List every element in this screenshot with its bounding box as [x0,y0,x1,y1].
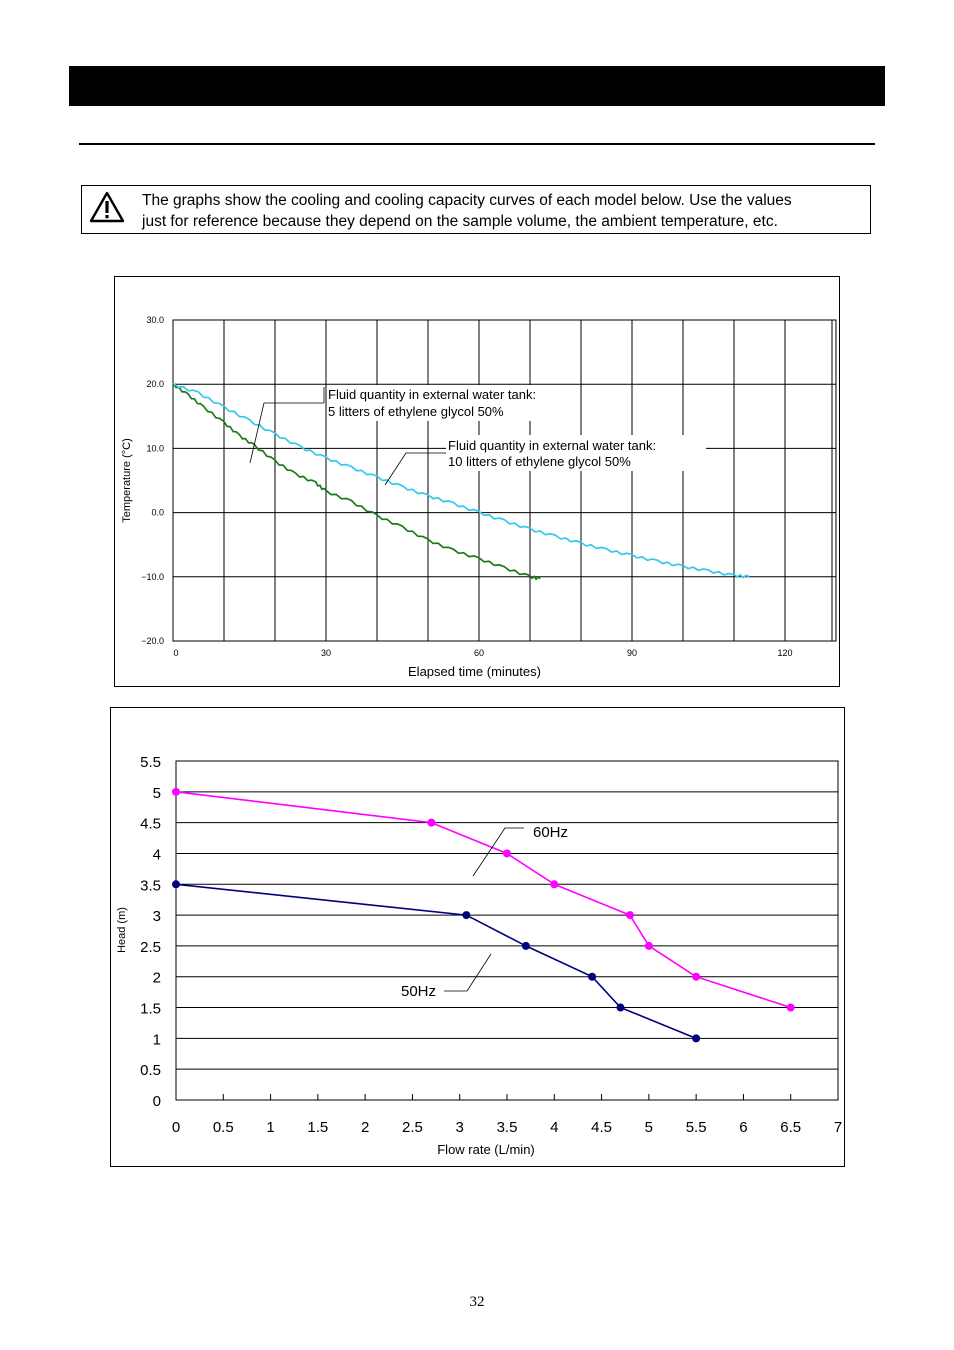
x-tick-label: 90 [626,648,638,658]
y-axis-label: Head (m) [116,907,128,953]
caution-line-2: just for reference because they depend on the sample volume, the ambient temperature, etc. [142,212,778,230]
header-rule [79,143,875,145]
x-tick-label: 4 [550,1119,559,1136]
warning-triangle-icon [88,190,126,224]
annotation-2-line-2: 10 litters of ethylene glycol 50% [448,454,631,469]
data-point-60hz [692,973,700,981]
y-tick-label: 0 [152,1093,161,1110]
series-line-50hz [176,884,696,1038]
annotation-2-line-1: Fluid quantity in external water tank: [448,438,657,453]
data-point-60hz [427,819,435,827]
data-point-50hz [588,973,596,981]
data-point-50hz [522,942,530,950]
series-label-60hz: 60Hz [533,824,569,841]
label-leader-50hz [444,954,491,991]
x-tick-label: 0 [173,648,179,658]
y-tick-label: 4.5 [140,815,161,833]
y-tick-label: 20.0 [146,379,164,390]
x-tick-label: 60 [473,648,485,658]
data-point-60hz [550,880,558,888]
y-tick-label: 1.5 [140,1000,161,1018]
label-leader-60hz [473,828,524,876]
y-tick-label: 3 [152,908,161,926]
data-point-50hz [172,880,180,888]
y-tick-label: 4 [152,846,161,864]
x-tick-label: 7 [833,1119,843,1136]
x-tick-label: 1.5 [307,1119,329,1136]
data-point-60hz [787,1004,795,1012]
y-tick-label: −10.0 [141,571,164,582]
section-header-bar [69,66,885,106]
data-point-60hz [645,942,653,950]
pump-capacity-chart-frame [110,707,845,1167]
plot-area [176,761,838,1100]
x-tick-label: 6.5 [780,1119,802,1136]
x-tick-label: 6 [739,1119,748,1136]
caution-box [81,185,871,234]
y-tick-label: 10.0 [146,443,164,454]
data-point-50hz [692,1034,700,1042]
data-point-60hz [626,911,634,919]
x-tick-label: 3.5 [496,1119,518,1136]
data-point-50hz [462,911,470,919]
annotation-leader-1 [250,403,324,463]
caution-line-1: The graphs show the cooling and cooling capacity curves of each model below. Use the values [142,192,792,209]
caution-text [142,191,870,232]
x-tick-label: 30 [320,648,332,658]
y-axis-label: Temperature (°C) [121,438,133,523]
annotation-1-line-1: Fluid quantity in external water tank: [328,387,537,402]
x-axis-label: Flow rate (L/min) [437,1142,535,1157]
y-tick-label: 3.5 [140,877,161,895]
y-tick-label: 0.0 [151,507,164,518]
x-tick-label: 0.5 [212,1119,234,1136]
x-tick-label: 3 [455,1119,464,1136]
x-tick-label: 5 [644,1119,654,1136]
y-tick-label: −20.0 [141,636,164,646]
y-tick-label: 5.5 [140,754,161,771]
cooling-curve-chart [115,277,839,686]
y-tick-label: 1 [152,1031,161,1049]
x-tick-label: 2.5 [401,1119,423,1136]
annotation-leader-2 [385,453,446,485]
pump-capacity-chart [111,708,844,1166]
y-tick-label: 30.0 [146,315,164,325]
y-tick-label: 5 [152,784,161,802]
plot-area [173,320,836,641]
y-tick-label: 2.5 [140,938,161,956]
series-label-50hz: 50Hz [401,983,437,1000]
x-tick-label: 120 [777,648,793,658]
y-tick-label: 0.5 [140,1062,161,1080]
x-tick-label: 5.5 [685,1119,707,1136]
data-point-50hz [616,1004,624,1012]
x-axis-label: Elapsed time (minutes) [408,664,541,679]
data-point-60hz [172,788,180,796]
x-tick-label: 2 [360,1119,370,1136]
x-tick-label: 4.5 [591,1119,613,1136]
x-tick-label: 0 [171,1119,181,1136]
page-number: 32 [469,1294,485,1310]
x-tick-label: 1 [266,1119,275,1136]
data-point-60hz [503,849,511,857]
cooling-curve-chart-frame [114,276,840,687]
y-tick-label: 2 [152,969,161,987]
annotation-1-line-2: 5 litters of ethylene glycol 50% [328,404,504,419]
